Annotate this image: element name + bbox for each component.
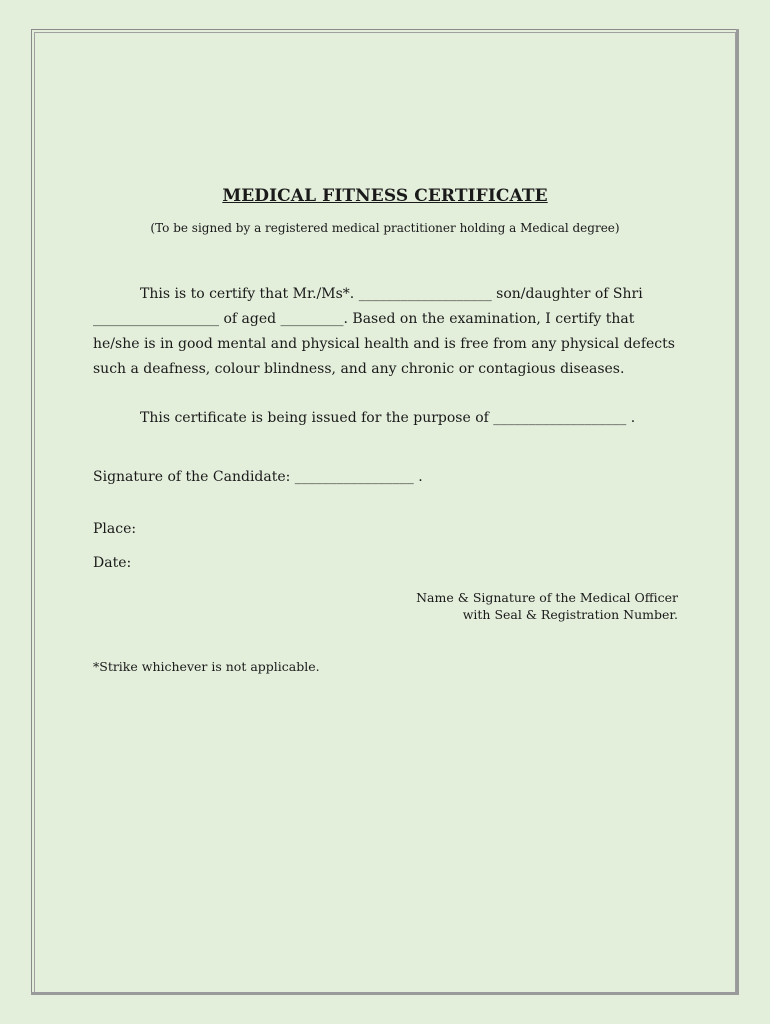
- medical-officer-block: [416, 589, 678, 623]
- page-border-shadow-bottom: [31, 992, 739, 995]
- officer-line-2: with Seal & Registration Number.: [462, 607, 678, 622]
- certificate-title: MEDICAL FITNESS CERTIFICATE: [222, 186, 548, 206]
- date-label: Date:: [93, 555, 132, 571]
- body-line-1: This is to certify that Mr./Ms*. ___________________ son/daughter of Shri: [140, 286, 643, 302]
- footnote: *Strike whichever is not applicable.: [93, 659, 320, 674]
- page-border-inner: [34, 32, 736, 994]
- body-line-4: such a deafness, colour blindness, and any chronic or contagious diseases.: [93, 361, 625, 377]
- body-line-3: he/she is in good mental and physical health and is free from any physical defects: [93, 336, 675, 352]
- purpose-line: This certificate is being issued for the purpose of ___________________ .: [140, 410, 636, 426]
- body-line-2: __________________ of aged _________. Based on the examination, I certify that: [93, 311, 635, 327]
- page-border-shadow-right: [736, 29, 739, 995]
- officer-line-1: Name & Signature of the Medical Officer: [416, 590, 678, 605]
- candidate-signature-line: Signature of the Candidate: _________________ .: [93, 469, 423, 485]
- certificate-subtitle: (To be signed by a registered medical practitioner holding a Medical degree): [150, 221, 620, 235]
- place-label: Place:: [93, 521, 137, 537]
